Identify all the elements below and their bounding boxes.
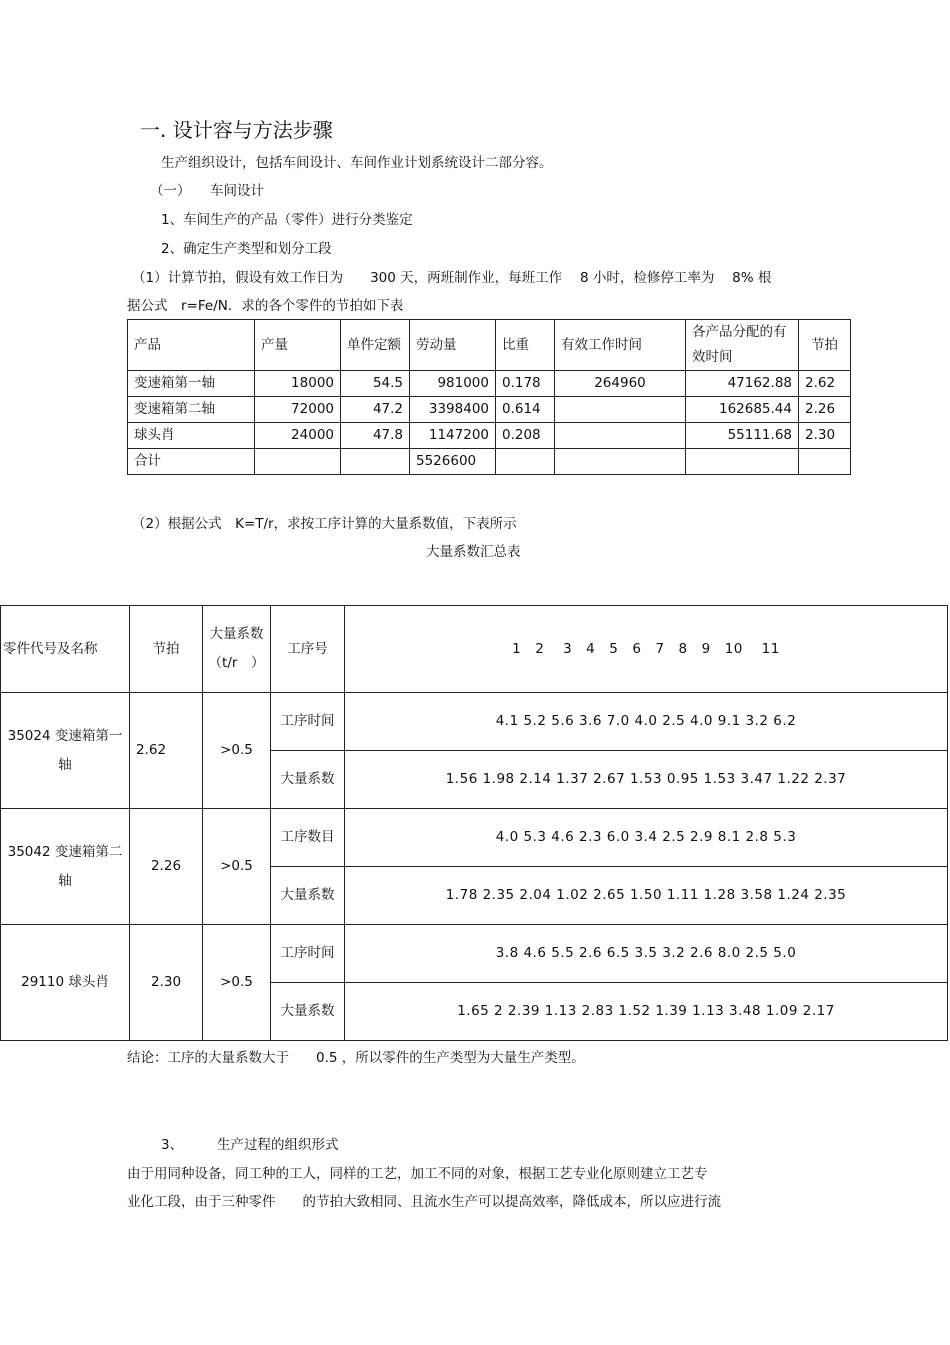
- header-cell: 劳动量: [410, 320, 496, 371]
- part-takt: 2.30: [130, 925, 203, 1041]
- part-coef: >0.5: [203, 693, 271, 809]
- part-name: 35042 变速箱第二轴: [1, 809, 130, 925]
- takt-table-header: [128, 320, 851, 371]
- takt-table: [127, 319, 851, 475]
- table-cell: 47.2: [341, 397, 410, 423]
- table-row: [128, 423, 851, 449]
- part-name: 29110 球头肖: [1, 925, 130, 1041]
- table-row-total: [128, 449, 851, 475]
- item-1: 1、车间生产的产品（零件）进行分类鉴定: [161, 212, 413, 228]
- table-cell: 981000: [410, 371, 496, 397]
- row-values: 1.65 2 2.39 1.13 2.83 1.52 1.39 1.13 3.48 1.09 2.17: [345, 983, 948, 1041]
- row-values: 4.1 5.2 5.6 3.6 7.0 4.0 2.5 4.0 9.1 3.2 6.2: [345, 693, 948, 751]
- header-cell: 有效工作时间: [555, 320, 686, 371]
- row-label: 工序时间: [271, 693, 345, 751]
- table-cell: 47.8: [341, 423, 410, 449]
- row-label: 工序时间: [271, 925, 345, 983]
- row-values: 3.8 4.6 5.5 2.6 6.5 3.5 3.2 2.6 8.0 2.5 5.0: [345, 925, 948, 983]
- table-2-header: [1, 606, 948, 693]
- header-cell: 零件代号及名称: [1, 606, 130, 693]
- header-cell: 工序号: [271, 606, 345, 693]
- table-cell: 1147200: [410, 423, 496, 449]
- header-cell: 大量系数（t/r ）: [203, 606, 271, 693]
- operation-numbers: 1 2 3 4 5 6 7 8 9 10 11: [345, 606, 948, 693]
- table-cell: 264960: [555, 371, 686, 397]
- table-cell: 47162.88: [686, 371, 799, 397]
- table-cell: 0.208: [496, 423, 555, 449]
- part-coef: >0.5: [203, 925, 271, 1041]
- table-cell: [799, 449, 851, 475]
- header-cell: 比重: [496, 320, 555, 371]
- mass-coefficient-table: [0, 605, 948, 1041]
- table-cell: 72000: [255, 397, 341, 423]
- table-cell: 2.62: [799, 371, 851, 397]
- table-cell: 5526600: [410, 449, 496, 475]
- subsection-label: （一）: [150, 183, 191, 199]
- table-cell: 18000: [255, 371, 341, 397]
- intro-text: 生产组织设计，包括车间设计、车间作业计划系统设计二部分容。: [161, 155, 553, 171]
- table-cell: [555, 449, 686, 475]
- calc-1-line-2: 据公式 r=Fe/N．求的各个零件的节拍如下表: [127, 298, 404, 314]
- table-2-title: 大量系数汇总表: [426, 544, 521, 560]
- item-3-title: 生产过程的组织形式: [217, 1137, 339, 1153]
- part-takt: 2.62: [130, 693, 203, 809]
- table-row: [1, 925, 948, 983]
- table-row: [1, 809, 948, 867]
- table-cell: 球头肖: [128, 423, 255, 449]
- header-cell: 产量: [255, 320, 341, 371]
- table-cell: [496, 449, 555, 475]
- table-cell: 54.5: [341, 371, 410, 397]
- header-cell: 产品: [128, 320, 255, 371]
- table-cell: 2.26: [799, 397, 851, 423]
- table-cell: 0.178: [496, 371, 555, 397]
- row-label: 大量系数: [271, 867, 345, 925]
- part-coef: >0.5: [203, 809, 271, 925]
- table-cell: 24000: [255, 423, 341, 449]
- row-values: 1.56 1.98 2.14 1.37 2.67 1.53 0.95 1.53 3.47 1.22 2.37: [345, 751, 948, 809]
- table-cell: 变速箱第二轴: [128, 397, 255, 423]
- table-cell: [686, 449, 799, 475]
- row-label: 大量系数: [271, 983, 345, 1041]
- table-cell: [341, 449, 410, 475]
- conclusion-text: 结论：工序的大量系数大于 0.5 ，所以零件的生产类型为大量生产类型。: [127, 1050, 585, 1066]
- subsection-title: 车间设计: [210, 183, 264, 199]
- calc-2-text: （2）根据公式 K=T/r，求按工序计算的大量系数值，下表所示: [132, 516, 517, 532]
- header-cell: 节拍: [799, 320, 851, 371]
- table-cell: 变速箱第一轴: [128, 371, 255, 397]
- table-cell: 55111.68: [686, 423, 799, 449]
- part-name: 35024 变速箱第一轴: [1, 693, 130, 809]
- table-row: [128, 397, 851, 423]
- table-cell: 3398400: [410, 397, 496, 423]
- paragraph-line-2: 业化工段，由于三种零件 的节拍大致相同、且流水生产可以提高效率，降低成本，所以应进行流: [127, 1194, 721, 1210]
- table-cell: [255, 449, 341, 475]
- table-cell: 2.30: [799, 423, 851, 449]
- table-cell: 合计: [128, 449, 255, 475]
- table-cell: [555, 397, 686, 423]
- table-row: [128, 371, 851, 397]
- item-3-number: 3、: [161, 1137, 184, 1153]
- table-cell: 0.614: [496, 397, 555, 423]
- item-2: 2、确定生产类型和划分工段: [161, 241, 332, 257]
- table-cell: 162685.44: [686, 397, 799, 423]
- header-cell: 各产品分配的有效时间: [686, 320, 799, 371]
- table-cell: [555, 423, 686, 449]
- section-heading: 一. 设计容与方法步骤: [140, 118, 333, 142]
- row-values: 1.78 2.35 2.04 1.02 2.65 1.50 1.11 1.28 3.58 1.24 2.35: [345, 867, 948, 925]
- calc-1-line-1: （1）计算节拍，假设有效工作日为 300 天，两班制作业，每班工作 8 小时，检修停工率为 8% 根: [132, 270, 772, 286]
- table-row: [1, 693, 948, 751]
- header-cell: 节拍: [130, 606, 203, 693]
- row-label: 工序数目: [271, 809, 345, 867]
- row-label: 大量系数: [271, 751, 345, 809]
- paragraph-line-1: 由于用同种设备，同工种的工人，同样的工艺，加工不同的对象，根据工艺专业化原则建立工艺专: [127, 1166, 708, 1182]
- header-cell: 单件定额: [341, 320, 410, 371]
- row-values: 4.0 5.3 4.6 2.3 6.0 3.4 2.5 2.9 8.1 2.8 5.3: [345, 809, 948, 867]
- part-takt: 2.26: [130, 809, 203, 925]
